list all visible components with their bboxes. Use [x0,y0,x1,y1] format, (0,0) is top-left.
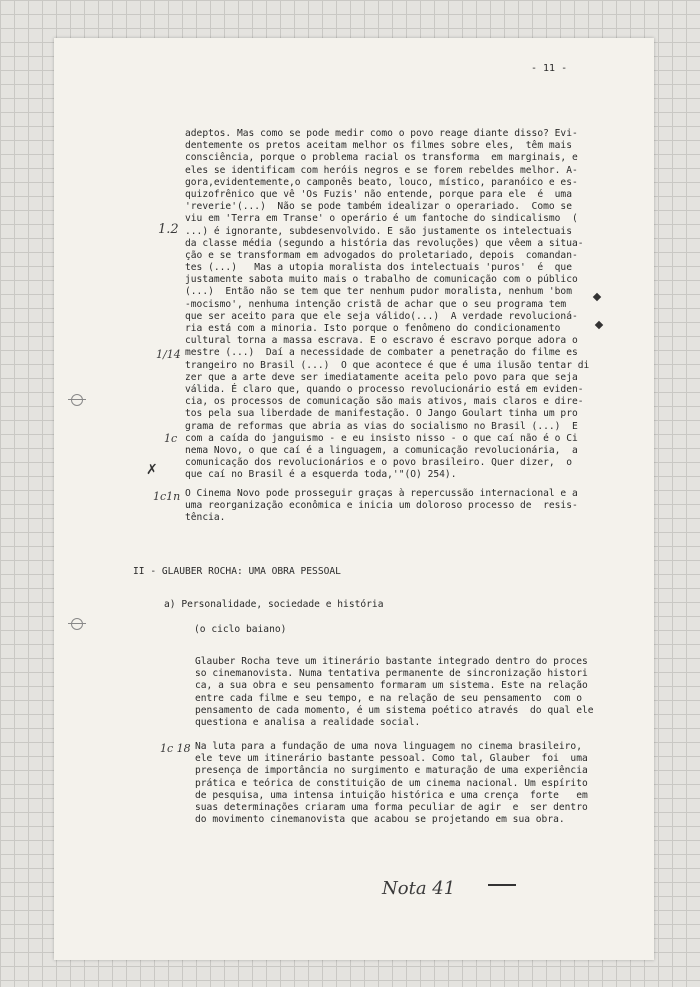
text-line: pensamento de cada momento, é um sistema poético através do qual ele [195,704,594,716]
text-line: -mocismo', nenhuma intenção cristã de achar que o seu programa tem [185,298,567,310]
text-line: quizofrênico que vê 'Os Fuzis' não entende, porque para ele é uma [185,188,572,200]
text-line: questiona e analisa a realidade social. [195,716,421,728]
text-line: adeptos. Mas como se pode medir como o povo reage diante disso? Evi- [185,128,578,139]
text-line: Glauber Rocha teve um itinerário bastante integrado dentro do proces [195,656,588,667]
text-line: (...) Então não se tem que ter nenhum pudor moralista, nenhum 'bom [185,286,572,298]
text-line: tência. [185,512,226,524]
handwritten-dash [488,884,516,886]
subsection-heading: a) Personalidade, sociedade e história [164,599,384,610]
text-line: uma reorganização econômica e inicia um doloroso processo de resis- [185,500,578,512]
punch-hole-mark [71,394,83,406]
text-line: eles se identificam com heróis negros e se forem rebeldes melhor. A- [185,164,578,176]
text-line: ção e se transformam em advogados do proletariado, depois comandan- [185,249,578,261]
text-line: ria está com a minoria. Isto porque o fenômeno do condicionamento [185,323,561,334]
text-line: zer que a arte deve ser imediatamente aceita pelo povo para que seja [185,371,578,383]
punch-hole-mark [71,618,83,630]
text-line: nema Novo, o que caí é a linguagem, a comunicação revolucionária, a [185,444,578,456]
text-line: entre cada filme e seu tempo, e na relação de seu pensamento com o [195,692,582,704]
text-line: cia, os processos de comunicação são mais ativos, mais claros e dire- [185,396,584,408]
text-line: tes (...) Mas a utopia moralista dos intelectuais 'puros' é que [185,262,572,274]
text-line: tos pela sua liberdade de manifestação. O Jango Goulart tinha um pro [185,408,578,420]
text-line: com a caída do janguismo - e eu insisto nisso - o que caí não é o Ci [185,432,578,444]
subsection-subtitle: (o ciclo baiano) [194,624,287,635]
margin-annotation: 1c [164,432,178,445]
text-line: de pesquisa, uma intensa intuição histórica e uma crença forte em [195,789,588,801]
margin-annotation: 1/14 [156,348,181,361]
margin-annotation: 1c1n [153,490,181,503]
section-heading: II - GLAUBER ROCHA: UMA OBRA PESSOAL [133,566,341,577]
text-line: ca, a sua obra e seu pensamento formaram um sistema. Este na relação [195,680,588,692]
text-line: consciência, porque o problema racial os transforma em marginais, e [185,152,578,164]
quoted-text-block [185,128,603,481]
text-line: presença de importância no surgimento e maturação de uma experiência [195,765,588,777]
text-line: grama de reformas que abria as vias do socialismo no Brasil (...) E [185,420,578,432]
text-line: ...) é ignorante, subdesenvolvido. E são justamente os intelectuais [185,225,572,237]
text-line: viu em 'Terra em Transe' o operário é um fantoche do sindicalismo ( [185,213,578,225]
text-line: que ser aceito para que ele seja válido(...) A verdade revolucioná- [185,310,578,322]
text-line: suas determinações criaram uma forma peculiar de agir e ser dentro [195,801,588,813]
body-paragraph [195,656,615,729]
text-line: trangeiro no Brasil (...) O que acontece é que é uma ilusão tentar di [185,359,590,371]
text-line: ele teve um itinerário bastante pessoal. Como tal, Glauber foi uma [195,753,588,765]
text-line: 'reverie'(...) Não se pode também idealizar o operariado. Como se [185,201,572,213]
cross-mark-icon: ✗ [146,462,158,478]
page-number: - 11 - [531,63,568,74]
margin-annotation: 1.2 [158,222,179,237]
handwritten-note: Nota 41 [382,878,456,899]
margin-annotation: 1c 18 [160,742,191,755]
text-line: Na luta para a fundação de uma nova linguagem no cinema brasileiro, [195,741,582,752]
text-line: mestre (...) Daí a necessidade de combater a penetração do filme es [185,347,578,359]
closing-paragraph [185,488,603,525]
text-line: so cinemanovista. Numa tentativa permanente de sincronização histori [195,668,588,680]
text-line: prática e teórica de constituição de um cinema nacional. Um espírito [195,777,588,789]
text-line: do movimento cinemanovista que acabou se projetando em sua obra. [195,814,565,826]
text-line: comunicação dos revolucionários e o povo brasileiro. Quer dizer, o [185,457,572,469]
text-line: cultural torna a massa escrava. E o escravo é escravo porque adora o [185,335,578,347]
text-line: gora,evidentemente,o camponês beato, louco, místico, paranóico e es- [185,176,578,188]
body-paragraph [195,741,615,826]
text-line: da classe média (segundo a história das revoluções) que vêem a situa- [185,237,584,249]
text-line: que caí no Brasil é a esquerda toda,'"(O) 254). [185,469,457,481]
text-line: válida. É claro que, quando o processo revolucionário está em eviden- [185,383,584,395]
text-line: O Cinema Novo pode prosseguir graças à repercussão internacional e a [185,488,578,499]
text-line: justamente sabota muito mais o trabalho de comunicação com o público [185,274,578,286]
text-line: dentemente os pretos aceitam melhor os filmes sobre eles, têm mais [185,140,572,152]
